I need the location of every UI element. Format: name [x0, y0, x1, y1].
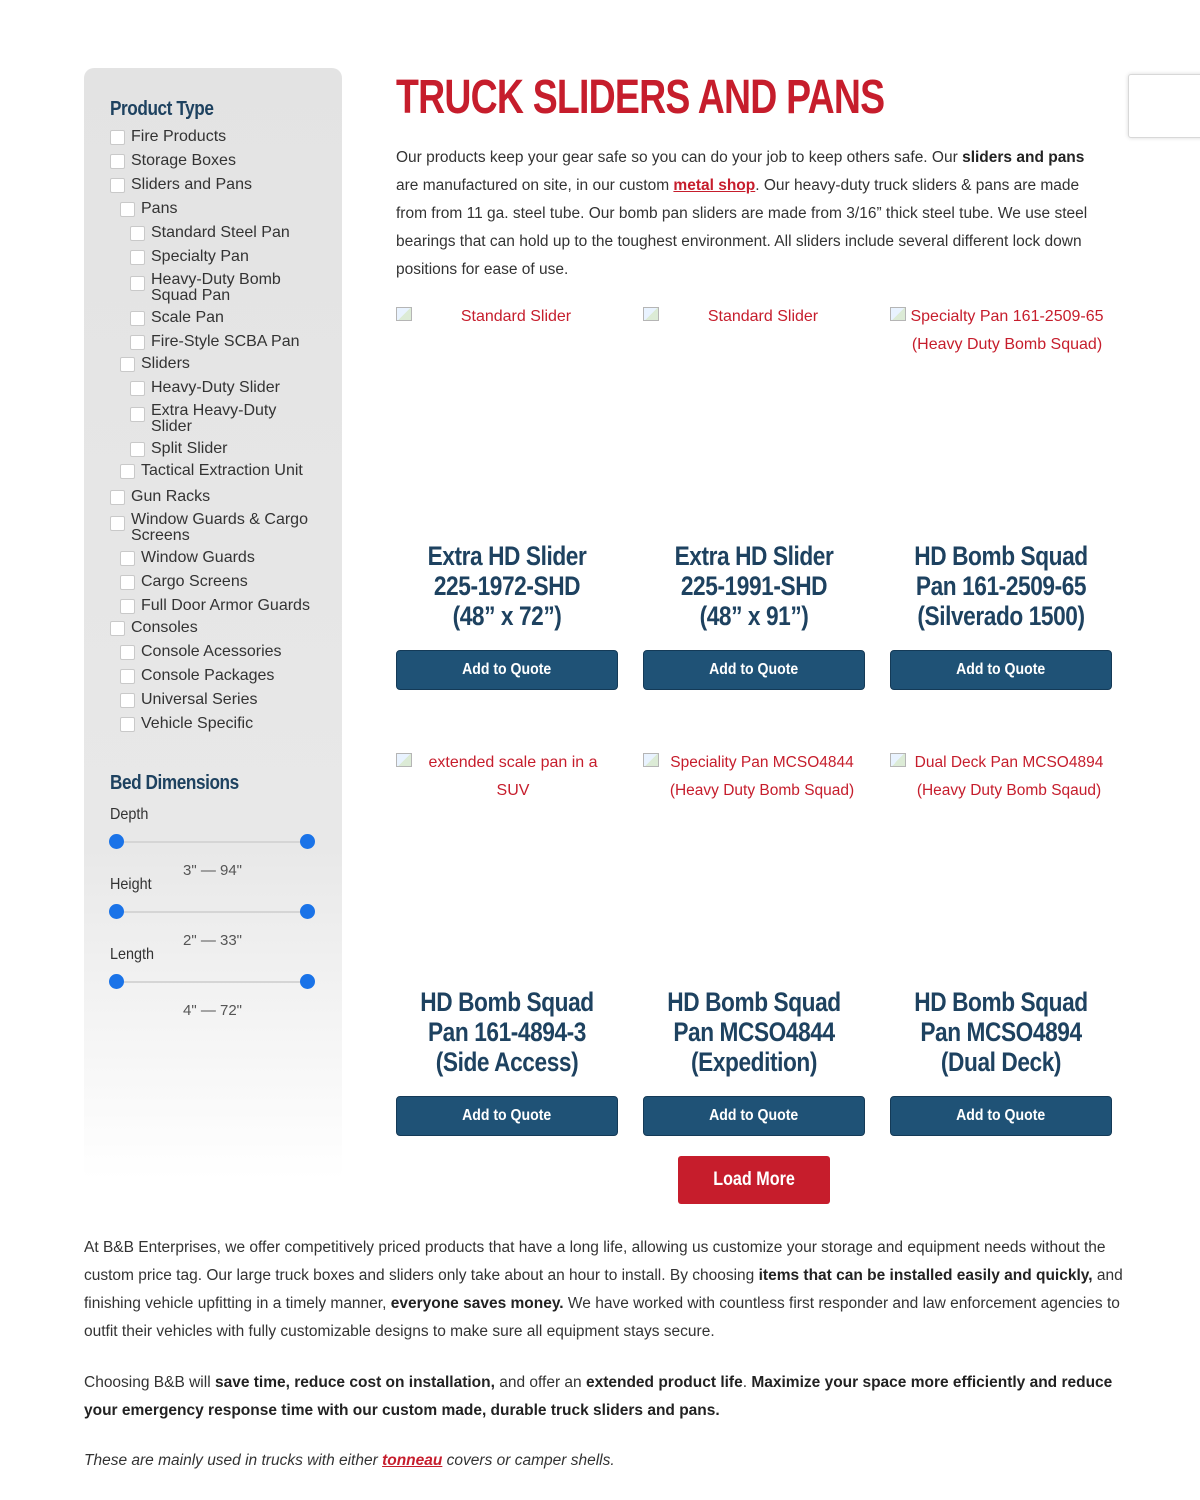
product-title[interactable]: Extra HD Slider 225-1991-SHD (48” x 91”)	[674, 541, 834, 631]
checkbox[interactable]	[110, 130, 125, 145]
checkbox[interactable]	[120, 202, 135, 217]
checkbox[interactable]	[120, 717, 135, 732]
checkbox[interactable]	[130, 311, 145, 326]
checkbox[interactable]	[120, 669, 135, 684]
filter-sidebar	[84, 68, 342, 1180]
about-paragraph: At B&B Enterprises, we offer competitively priced products that have a long life, allowing us customize your storage and equipment needs without the custom price tag. Our large truck boxes and sliders only take about an hour to install. By choosing items that can be installed easily and quickly, and finishing vehicle upfitting in a timely manner, everyone saves money. We have worked with countless first responder and law enforcement agencies to outfit their vehicles with fully customizable designs to make sure all equipment stays secure.	[84, 1239, 1123, 1340]
benefits-paragraph: Choosing B&B will save time, reduce cost on installation, and offer an extended product life. Maximize your space more efficiently and reduce your emergency response time with our custom made, durable truck sliders and pans.	[84, 1374, 1113, 1419]
intro-bold-1: sliders and pans	[962, 149, 1085, 166]
depth-min-handle[interactable]	[109, 834, 124, 849]
filter-fire-products[interactable]: Fire Products	[110, 129, 226, 145]
depth-max-handle[interactable]	[300, 834, 315, 849]
product-image-alt: Dual Deck Pan MCSO4894 (Heavy Duty Bomb Sqaud)	[914, 754, 1104, 799]
broken-image-icon	[643, 307, 659, 321]
filter-heavy-duty-bomb-squad-pan[interactable]: Heavy-Duty Bomb Squad Pan	[130, 272, 320, 304]
checkbox[interactable]	[110, 154, 125, 169]
page-title: TRUCK SLIDERS AND PANS	[396, 71, 885, 124]
product-image-alt: extended scale pan in a SUV	[428, 754, 598, 799]
filter-console-acessories[interactable]: Console Acessories	[120, 644, 282, 660]
checkbox[interactable]	[120, 357, 135, 372]
product-title[interactable]: Extra HD Slider 225-1972-SHD (48” x 72”)	[427, 541, 587, 631]
intro-text-3: . Our heavy-duty truck sliders & pans are made from from 11 ga. steel tube. Our bomb pan sliders are made from 3/16” thick steel tube. We use steel bearings that can hold up to the toughest environment. All sliders include several different lock down positions for ease of use.	[396, 177, 1088, 278]
product-image[interactable]	[396, 749, 618, 805]
length-slider-track[interactable]	[117, 981, 308, 983]
filter-vehicle-specific[interactable]: Vehicle Specific	[120, 716, 253, 732]
filter-sliders-and-pans[interactable]: Sliders and Pans	[110, 177, 252, 193]
checkbox[interactable]	[120, 693, 135, 708]
product-image-alt: Standard Slider	[707, 308, 819, 325]
filter-heavy-duty-slider[interactable]: Heavy-Duty Slider	[130, 380, 280, 396]
broken-image-icon	[890, 753, 906, 767]
product-type-heading: Product Type	[110, 98, 214, 120]
product-image[interactable]	[890, 749, 1112, 805]
filter-sliders[interactable]: Sliders	[120, 356, 190, 372]
filter-window-guards[interactable]: Window Guards	[120, 550, 255, 566]
product-image-alt: Specialty Pan 161-2509-65 (Heavy Duty Bomb Squad)	[910, 308, 1104, 353]
product-title[interactable]: HD Bomb Squad Pan MCSO4844 (Expedition)	[667, 987, 841, 1077]
product-title[interactable]: HD Bomb Squad Pan MCSO4894 (Dual Deck)	[914, 987, 1088, 1077]
filter-extra-heavy-duty-slider[interactable]: Extra Heavy-Duty Slider	[130, 403, 310, 435]
tonneau-link[interactable]: tonneau	[382, 1452, 443, 1469]
intro-text-1: Our products keep your gear safe so you can do your job to keep others safe. Our	[396, 149, 963, 166]
filter-cargo-screens[interactable]: Cargo Screens	[120, 574, 248, 590]
height-range-value: 2" — 33"	[183, 932, 243, 949]
checkbox[interactable]	[130, 335, 145, 350]
checkbox[interactable]	[130, 250, 145, 265]
filter-specialty-pan[interactable]: Specialty Pan	[130, 249, 249, 265]
checkbox[interactable]	[120, 599, 135, 614]
filter-window-guards-cargo-screens[interactable]: Window Guards & Cargo Screens	[110, 512, 320, 544]
filter-pans[interactable]: Pans	[120, 201, 177, 217]
depth-label: Depth	[110, 806, 149, 823]
filter-consoles[interactable]: Consoles	[110, 620, 198, 636]
product-image[interactable]	[643, 303, 865, 331]
add-to-quote-button[interactable]: Add to Quote	[643, 1096, 865, 1136]
broken-image-icon	[890, 307, 906, 321]
height-slider-track[interactable]	[117, 911, 308, 913]
product-image-alt: Speciality Pan MCSO4844 (Heavy Duty Bomb Squad)	[669, 754, 855, 799]
product-image-alt: Standard Slider	[460, 308, 572, 325]
product-image[interactable]	[643, 749, 865, 805]
filter-universal-series[interactable]: Universal Series	[120, 692, 257, 708]
checkbox[interactable]	[130, 276, 145, 291]
height-min-handle[interactable]	[109, 904, 124, 919]
checkbox[interactable]	[120, 464, 135, 479]
broken-image-icon	[643, 753, 659, 767]
broken-image-icon	[396, 307, 412, 321]
filter-standard-steel-pan[interactable]: Standard Steel Pan	[130, 225, 290, 241]
checkbox[interactable]	[130, 407, 145, 422]
length-label: Length	[110, 946, 155, 963]
checkbox[interactable]	[110, 621, 125, 636]
checkbox[interactable]	[110, 516, 125, 531]
load-more-button[interactable]: Load More	[678, 1156, 830, 1204]
checkbox[interactable]	[130, 442, 145, 457]
filter-storage-boxes[interactable]: Storage Boxes	[110, 153, 236, 169]
bed-dimensions-heading: Bed Dimensions	[110, 772, 239, 794]
usage-note: These are mainly used in trucks with either tonneau covers or camper shells.	[84, 1452, 615, 1469]
floating-widget[interactable]	[1128, 74, 1200, 138]
checkbox[interactable]	[120, 645, 135, 660]
product-image[interactable]	[396, 303, 618, 331]
filter-gun-racks[interactable]: Gun Racks	[110, 489, 210, 505]
broken-image-icon	[396, 753, 412, 767]
checkbox[interactable]	[130, 381, 145, 396]
add-to-quote-button[interactable]: Add to Quote	[643, 650, 865, 690]
add-to-quote-button[interactable]: Add to Quote	[890, 1096, 1112, 1136]
checkbox[interactable]	[120, 575, 135, 590]
checkbox[interactable]	[120, 551, 135, 566]
filter-split-slider[interactable]: Split Slider	[130, 441, 227, 457]
product-title[interactable]: HD Bomb Squad Pan 161-2509-65 (Silverado 1500)	[914, 541, 1088, 631]
height-label: Height	[110, 876, 152, 893]
add-to-quote-button[interactable]: Add to Quote	[396, 1096, 618, 1136]
checkbox[interactable]	[130, 226, 145, 241]
checkbox[interactable]	[110, 490, 125, 505]
height-max-handle[interactable]	[300, 904, 315, 919]
checkbox[interactable]	[110, 178, 125, 193]
product-title[interactable]: HD Bomb Squad Pan 161-4894-3 (Side Access)	[420, 987, 594, 1077]
length-range-value: 4" — 72"	[183, 1002, 243, 1019]
add-to-quote-button[interactable]: Add to Quote	[890, 650, 1112, 690]
length-max-handle[interactable]	[300, 974, 315, 989]
add-to-quote-button[interactable]: Add to Quote	[396, 650, 618, 690]
depth-slider-track[interactable]	[117, 841, 308, 843]
filter-tactical-extraction-unit[interactable]: Tactical Extraction Unit	[120, 463, 303, 479]
metal-shop-link[interactable]: metal shop	[673, 177, 756, 194]
filter-scale-pan[interactable]: Scale Pan	[130, 310, 224, 326]
depth-range-value: 3" — 94"	[183, 862, 243, 879]
length-min-handle[interactable]	[109, 974, 124, 989]
intro-paragraph	[396, 144, 1106, 284]
filter-full-door-armor-guards[interactable]: Full Door Armor Guards	[120, 598, 310, 614]
product-image[interactable]	[890, 303, 1112, 359]
intro-text-2: are manufactured on site, in our custom	[396, 177, 674, 194]
filter-fire-style-scba-pan[interactable]: Fire-Style SCBA Pan	[130, 334, 300, 350]
filter-console-packages[interactable]: Console Packages	[120, 668, 274, 684]
